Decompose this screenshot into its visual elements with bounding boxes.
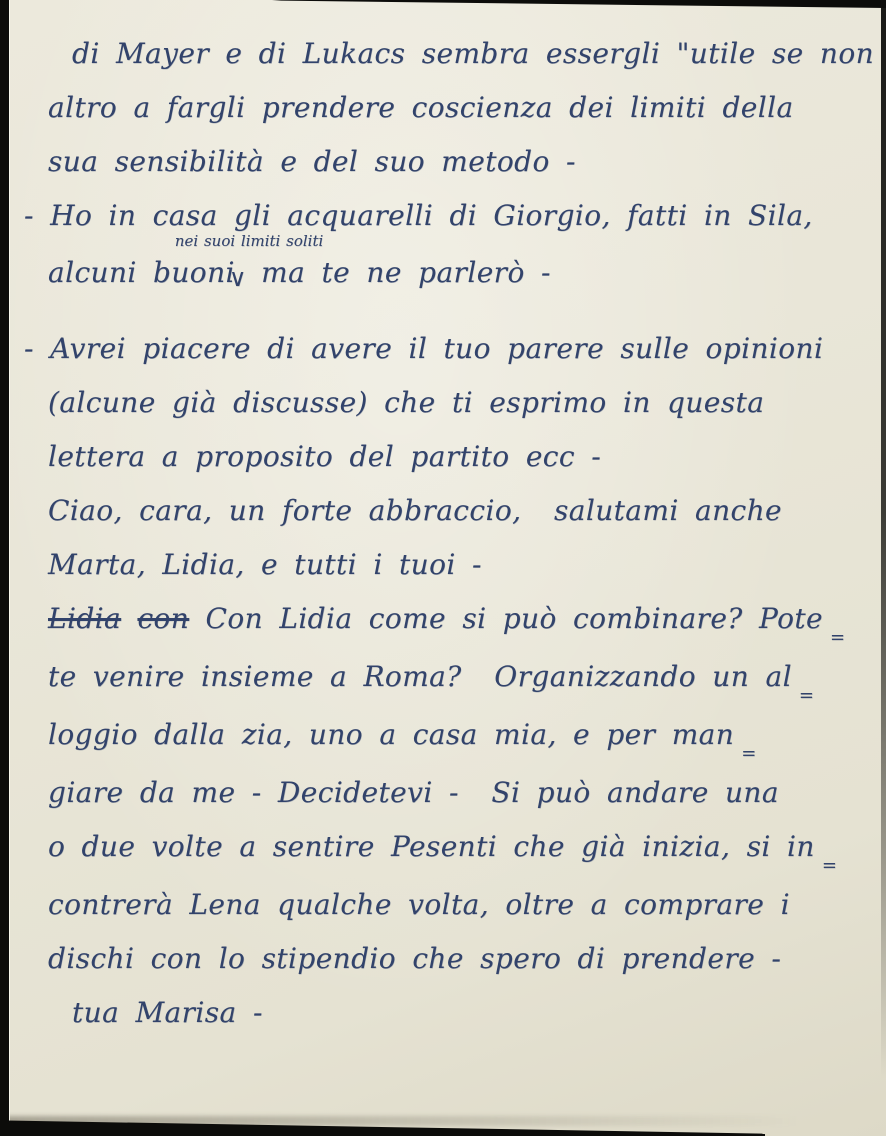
- text-run: Marta, Lidia, e tutti i tuoi -: [48, 548, 482, 581]
- handwritten-line: [22, 495, 874, 527]
- handwritten-line: [22, 387, 874, 419]
- insertion-caret-mark: ∨: [228, 264, 247, 292]
- text-run: (alcune già discusse) che ti esprimo in questa: [48, 386, 765, 419]
- text-run: alcuni buoni: [48, 256, 235, 289]
- text-run: lettera a proposito del partito ecc -: [48, 440, 602, 473]
- handwritten-line: [22, 830, 874, 876]
- text-run: - Avrei piacere di avere il tuo parere sulle opinioni: [24, 332, 824, 365]
- handwritten-line: [22, 38, 874, 70]
- handwritten-line: [22, 200, 874, 232]
- text-run: sua sensibilità e del suo metodo -: [48, 145, 576, 178]
- handwritten-line: [22, 602, 874, 648]
- handwritten-line: [22, 333, 874, 365]
- text-run: giare da me - Decidetevi - Si può andare una: [48, 776, 779, 809]
- text-run: [121, 602, 137, 635]
- handwritten-line: [22, 549, 874, 581]
- letter-text: [22, 16, 874, 1029]
- line-break-hyphen-mark: =: [821, 855, 836, 876]
- interline-insertion: [174, 232, 324, 292]
- text-run: Con Lidia come si può combinare? Pote: [189, 602, 824, 635]
- handwritten-line: [22, 889, 874, 921]
- handwritten-line: [22, 92, 874, 124]
- text-run: contrerà Lena qualche volta, oltre a comprare i: [48, 888, 790, 921]
- text-run: altro a fargli prendere coscienza dei limiti della: [48, 91, 794, 124]
- struck-text: con: [137, 602, 190, 635]
- text-run: - Ho in casa gli acquarelli di Giorgio, fatti in Sila,: [24, 199, 813, 232]
- text-run: te venire insieme a Roma? Organizzando un al: [48, 660, 792, 693]
- text-run: ma te ne parlerò -: [244, 256, 551, 289]
- handwritten-line: [22, 943, 874, 975]
- line-break-hyphen-mark: =: [830, 627, 845, 648]
- scan-edge-left: [0, 0, 9, 1136]
- handwritten-line: [22, 777, 874, 809]
- handwritten-line: [22, 718, 874, 764]
- handwritten-line: [22, 232, 874, 292]
- text-run: Ciao, cara, un forte abbraccio, salutami anche: [48, 494, 782, 527]
- line-break-hyphen-mark: =: [741, 743, 756, 764]
- text-run: o due volte a sentire Pesenti che già inizia, si in: [48, 830, 815, 863]
- text-run: dischi con lo stipendio che spero di prendere -: [48, 942, 782, 975]
- insertion-text: nei suoi limiti soliti: [174, 232, 324, 250]
- handwritten-line: [22, 441, 874, 473]
- text-run: loggio dalla zia, uno a casa mia, e per man: [48, 718, 735, 751]
- handwritten-line: [22, 997, 874, 1029]
- scan-edge-right: [881, 0, 886, 1136]
- struck-text: Lidia: [48, 602, 122, 635]
- text-run: tua Marisa -: [72, 996, 263, 1029]
- text-run: di Mayer e di Lukacs sembra essergli "utile se non: [72, 37, 875, 70]
- handwritten-line: [22, 146, 874, 178]
- line-break-hyphen-mark: =: [798, 685, 814, 706]
- handwritten-line: [22, 660, 874, 706]
